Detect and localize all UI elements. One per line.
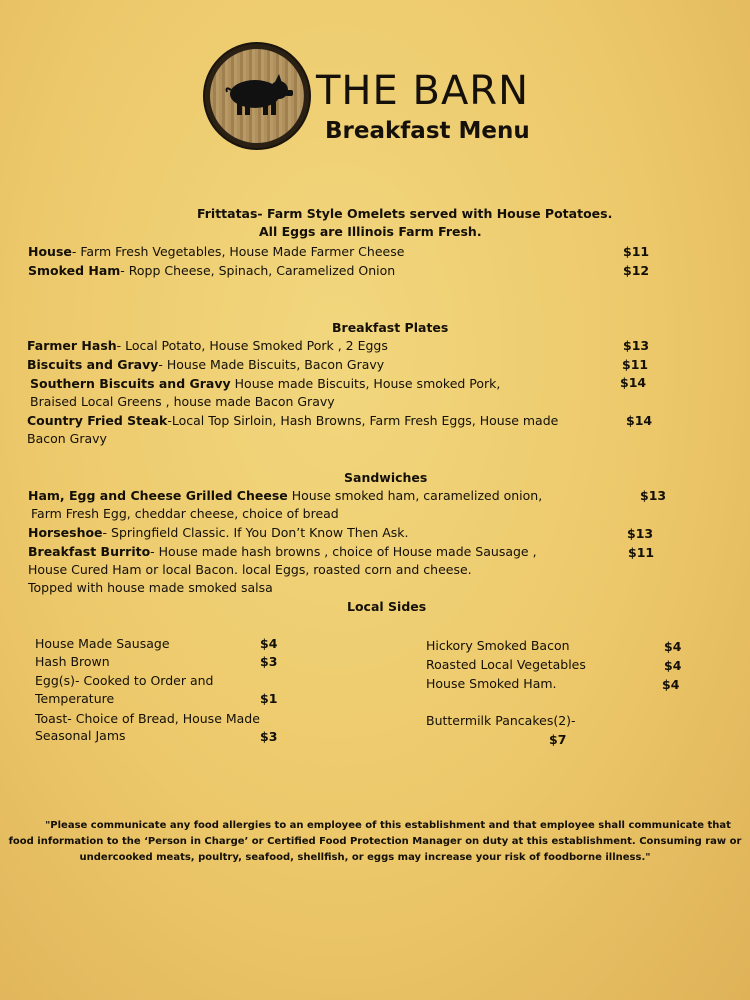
side-item-price: $3 [260, 729, 278, 744]
side-item-price: $4 [664, 658, 682, 673]
menu-item-desc: House Cured Ham or local Bacon. local Eggs, roasted corn and cheese. [28, 562, 472, 577]
side-item-price: $4 [662, 677, 680, 692]
menu-item: Breakfast Burrito- House made hash browns , choice of House made Sausage , [28, 544, 537, 559]
side-item: Hickory Smoked Bacon [426, 638, 570, 653]
menu-item-price: $11 [628, 545, 655, 560]
menu-item-desc: Topped with house made smoked salsa [28, 580, 273, 595]
menu-item: Smoked Ham- Ropp Cheese, Spinach, Caramelized Onion [28, 263, 396, 278]
menu-item-price: $13 [640, 488, 667, 503]
side-item: Buttermilk Pancakes(2)- [426, 713, 576, 728]
side-item: Roasted Local Vegetables [426, 657, 586, 672]
menu-item-price: $11 [623, 244, 650, 259]
menu-item-price: $14 [620, 375, 647, 390]
restaurant-name: THE BARN [316, 68, 530, 114]
side-item-price: $4 [260, 636, 278, 651]
side-item: Toast- Choice of Bread, House Made [35, 711, 260, 726]
allergy-notice-line: undercooked meats, poultry, seafood, shellfish, or eggs may increase your risk of foodborne illness." [79, 852, 651, 863]
menu-item: Country Fried Steak-Local Top Sirloin, Hash Browns, Farm Fresh Eggs, House made [27, 413, 559, 428]
allergy-notice-line: "Please communicate any food allergies to an employee of this establishment and that employee shall communicate that [45, 820, 731, 831]
menu-item: House- Farm Fresh Vegetables, House Made Farmer Cheese [28, 244, 405, 259]
side-item-price: $4 [664, 639, 682, 654]
menu-item-desc: Farm Fresh Egg, cheddar cheese, choice of bread [31, 506, 339, 521]
side-item: House Made Sausage [35, 636, 170, 651]
plates-heading: Breakfast Plates [332, 320, 449, 335]
menu-item-price: $13 [627, 526, 654, 541]
sides-heading: Local Sides [347, 599, 427, 614]
side-item: Egg(s)- Cooked to Order and [35, 673, 214, 688]
side-item: Hash Brown [35, 654, 110, 669]
menu-item-price: $13 [623, 338, 650, 353]
menu-item: Ham, Egg and Cheese Grilled Cheese House smoked ham, caramelized onion, [28, 488, 543, 503]
side-item: House Smoked Ham. [426, 676, 557, 691]
menu-item: Horseshoe- Springfield Classic. If You Don’t Know Then Ask. [28, 525, 409, 540]
menu-item-desc: Braised Local Greens , house made Bacon Gravy [30, 394, 335, 409]
menu-item-price: $12 [623, 263, 650, 278]
menu-item-desc: Bacon Gravy [27, 431, 107, 446]
logo [203, 42, 311, 150]
menu-item-price: $14 [626, 413, 653, 428]
menu-item: Farmer Hash- Local Potato, House Smoked Pork , 2 Eggs [27, 338, 388, 353]
menu-item: Southern Biscuits and Gravy House made Biscuits, House smoked Pork, [30, 376, 501, 391]
side-item-cont: Seasonal Jams [35, 728, 126, 743]
side-item-cont: Temperature [35, 691, 115, 706]
side-item-price: $7 [549, 732, 567, 747]
sandwiches-heading: Sandwiches [344, 470, 428, 485]
menu-item-price: $11 [622, 357, 649, 372]
frittatas-subheading: All Eggs are Illinois Farm Fresh. [259, 224, 482, 239]
frittatas-heading: Frittatas- Farm Style Omelets served with House Potatoes. [197, 206, 613, 221]
pig-icon [217, 70, 297, 120]
side-item-price: $3 [260, 654, 278, 669]
side-item-price: $1 [260, 691, 278, 706]
allergy-notice-line: food information to the ‘Person in Charge’ or Certified Food Protection Manager on duty at this establishment. Consuming raw or [8, 836, 742, 847]
menu-title: Breakfast Menu [325, 118, 530, 144]
menu-item: Biscuits and Gravy- House Made Biscuits, Bacon Gravy [27, 357, 385, 372]
